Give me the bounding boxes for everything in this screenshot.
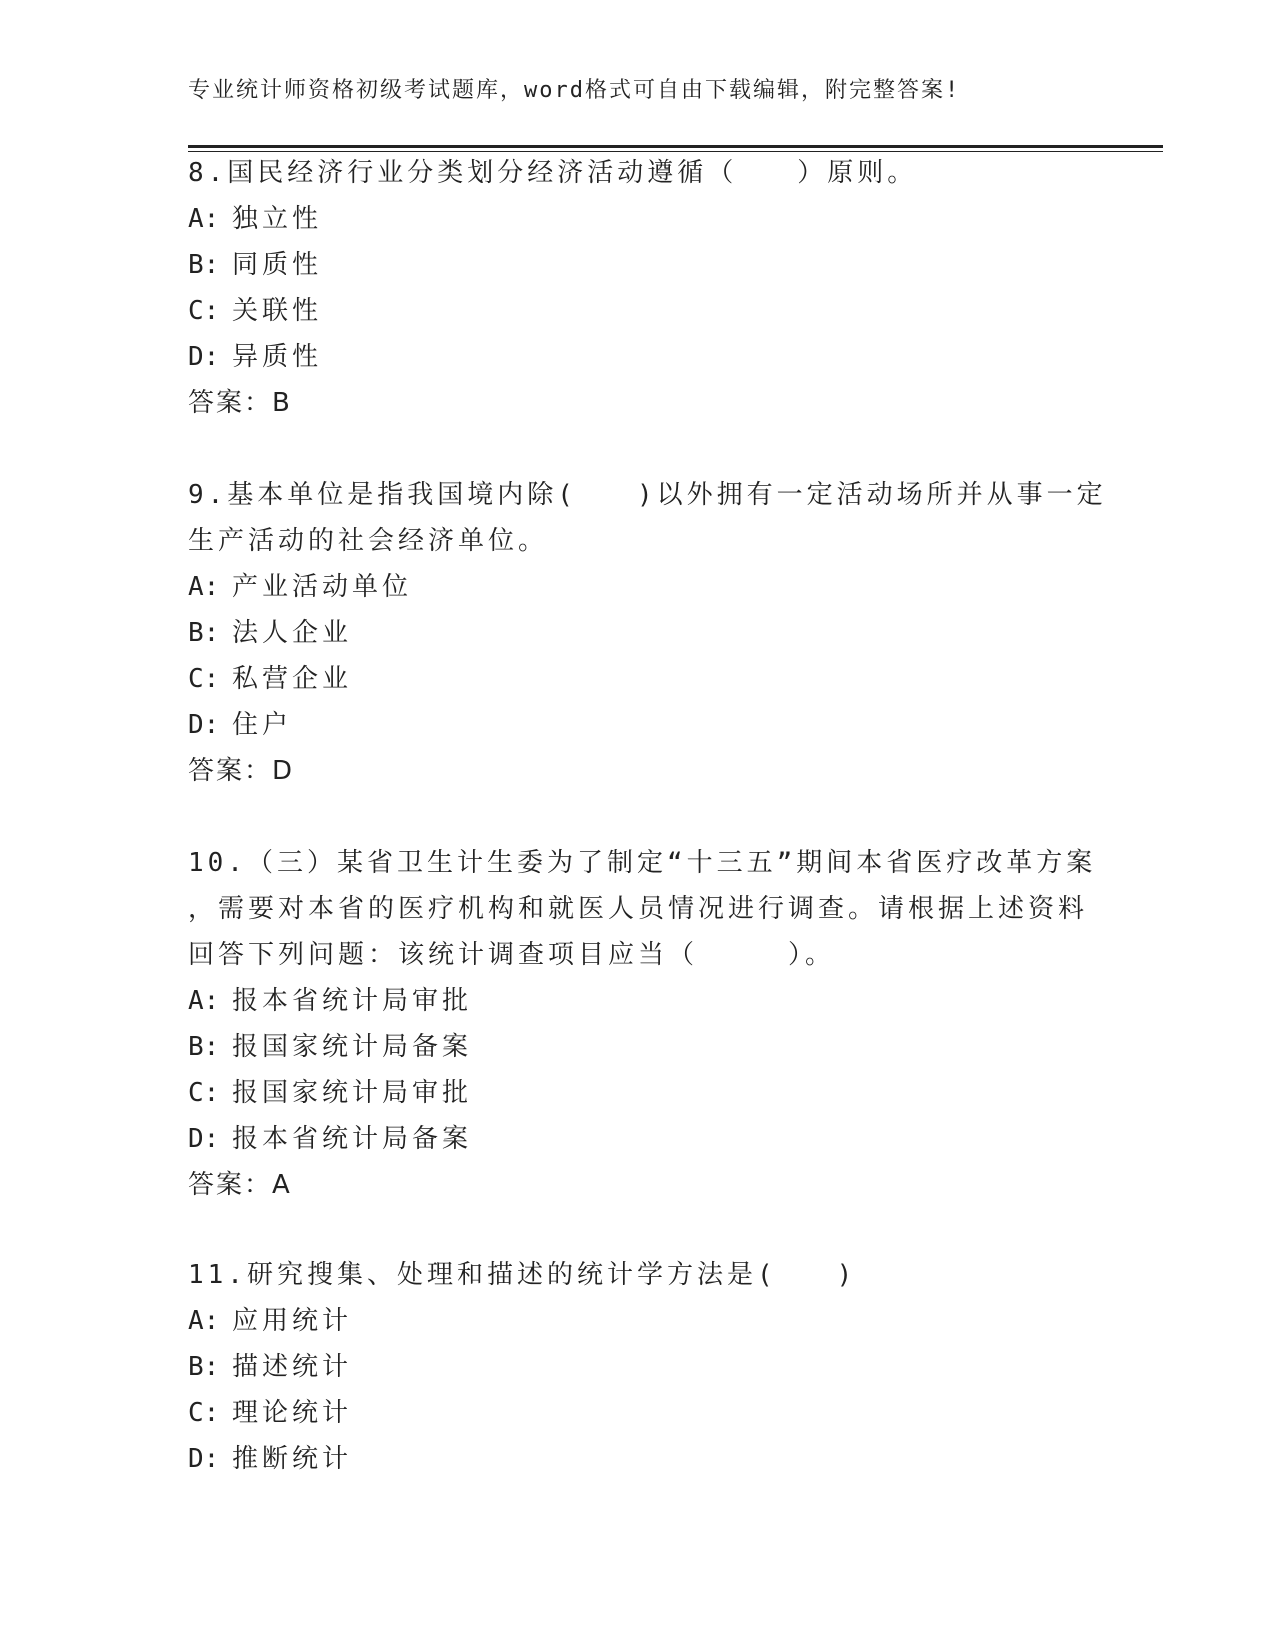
option-text: 关联性 [232,296,323,326]
option-key: B: [188,618,220,648]
option-d [188,334,917,380]
answer: 答案：A [188,1170,292,1200]
option-key: B: [188,1032,220,1062]
option-key: A: [188,1306,220,1336]
option-d [188,702,1107,748]
option-text: 独立性 [232,204,323,234]
option-text: 报本省统计局审批 [232,986,473,1016]
option-b [188,610,1107,656]
answer: 答案：D [188,756,295,786]
option-key: B: [188,250,220,280]
option-text: 理论统计 [232,1398,353,1428]
question-text: 生产活动的社会经济单位。 [188,526,549,556]
option-text: 同质性 [232,250,323,280]
option-a [188,1298,856,1344]
option-text: 描述统计 [232,1352,353,1382]
option-text: 推断统计 [232,1444,353,1474]
option-d [188,1116,1096,1162]
question-text: 11.研究搜集、处理和描述的统计学方法是( ) [188,1260,857,1290]
question-8 [188,150,917,426]
question-11 [188,1252,856,1482]
option-text: 报国家统计局审批 [232,1078,473,1108]
option-key: C: [188,1398,220,1428]
option-b [188,242,917,288]
option-text: 报本省统计局备案 [232,1124,473,1154]
option-d [188,1436,856,1482]
option-c [188,656,1107,702]
option-key: C: [188,296,220,326]
option-key: B: [188,1352,220,1382]
option-key: C: [188,1078,220,1108]
option-key: D: [188,342,220,372]
question-text: 10.（三）某省卫生计生委为了制定“十三五”期间本省医疗改革方案 [188,848,1097,878]
option-key: D: [188,1444,220,1474]
option-key: D: [188,710,220,740]
question-text: 8.国民经济行业分类划分经济活动遵循（ ）原则。 [188,158,918,188]
answer: 答案：B [188,388,292,418]
option-text: 异质性 [232,342,323,372]
option-key: D: [188,1124,220,1154]
option-text: 报国家统计局备案 [232,1032,473,1062]
option-text: 私营企业 [232,664,353,694]
question-10 [188,840,1096,1208]
option-a [188,564,1107,610]
option-text: 法人企业 [232,618,353,648]
question-text: ，需要对本省的医疗机构和就医人员情况进行调查。请根据上述资料 [188,894,1089,924]
question-9 [188,472,1107,794]
option-a [188,978,1096,1024]
option-key: A: [188,986,220,1016]
option-b [188,1344,856,1390]
option-a [188,196,917,242]
question-text: 9.基本单位是指我国境内除( )以外拥有一定活动场所并从事一定 [188,480,1107,510]
option-c [188,1070,1096,1116]
option-key: A: [188,572,220,602]
option-c [188,288,917,334]
option-b [188,1024,1096,1070]
option-text: 产业活动单位 [232,572,413,602]
question-text: 回答下列问题：该统计调查项目应当（ ）。 [188,940,836,970]
option-key: C: [188,664,220,694]
option-key: A: [188,204,220,234]
option-c [188,1390,856,1436]
page-header: 专业统计师资格初级考试题库，word格式可自由下载编辑，附完整答案! [188,78,961,103]
option-text: 应用统计 [232,1306,353,1336]
option-text: 住户 [232,710,293,740]
